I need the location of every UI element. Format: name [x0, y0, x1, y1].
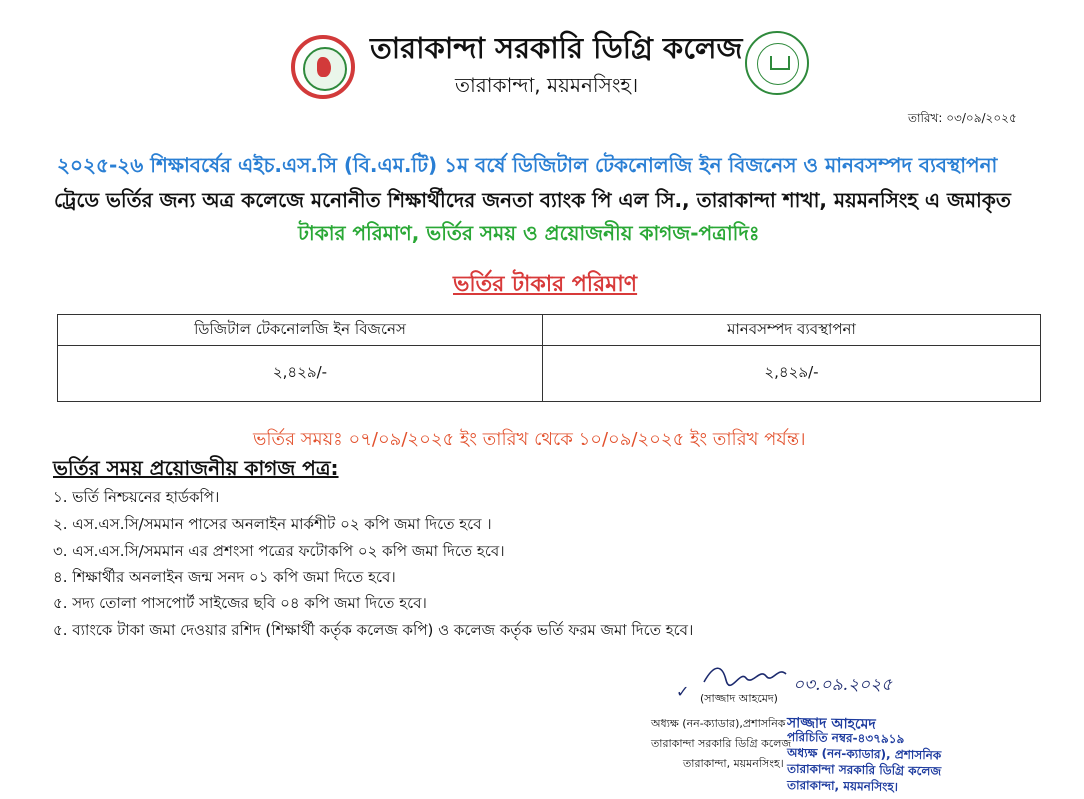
documents-title: ভর্তির সময় প্রয়োজনীয় কাগজ পত্র:	[53, 456, 339, 480]
document-item: ৫. সদ্য তোলা পাসপোর্ট সাইজের ছবি ০৪ কপি জমা দিতে হবে।	[53, 594, 427, 612]
signatory-designation: অধ্যক্ষ (নন-ক্যাডার),প্রশাসনিক	[651, 717, 786, 730]
fee-table	[57, 314, 1041, 402]
fee-value-human-resource: ২,৪২৯/-	[764, 363, 819, 381]
fee-header-human-resource: মানবসম্পদ ব্যবস্থাপনা	[727, 319, 856, 338]
stamp-line: তারাকান্দা সরকারি ডিগ্রি কলেজ	[786, 761, 942, 779]
check-mark-icon: ✓	[676, 682, 690, 701]
signatory-name: (সাজ্জাদ আহমেদ)	[700, 692, 778, 705]
signatory-institution: তারাকান্দা সরকারি ডিগ্রি কলেজ	[651, 737, 792, 750]
fee-value-digital-technology: ২,৪২৯/-	[272, 363, 328, 381]
document-item: ১. ভর্তি নিশ্চয়নের হার্ডকপি।	[53, 488, 220, 506]
college-seal-logo	[745, 31, 809, 95]
college-name: তারাকান্দা সরকারি ডিগ্রি কলেজ	[370, 31, 743, 65]
notice-line-2: ট্রেডে ভর্তির জন্য অত্র কলেজে মনোনীত শিক্ষার্থীদের জনতা ব্যাংক পি এল সি., তারাকান্দা শাখা, ময়মনসিংহ এ জমাকৃত	[54, 188, 1011, 212]
document-item: ৫. ব্যাংকে টাকা জমা দেওয়ার রশিদ (শিক্ষার্থী কর্তৃক কলেজ কপি) ও কলেজ কর্তৃক ভর্তি ফরম জমা দিতে হবে।	[53, 621, 694, 639]
signatory-place: তারাকান্দা, ময়মনসিংহ।	[683, 757, 784, 770]
government-seal-logo	[291, 35, 355, 99]
document-item: ২. এস.এস.সি/সমমান পাসের অনলাইন মার্কশীট ০২ কপি জমা দিতে হবে ।	[53, 515, 492, 533]
stamp-line: তারাকান্দা, ময়মনসিংহ।	[786, 778, 899, 794]
admission-time: ভর্তির সময়ঃ ০৭/০৯/২০২৫ ইং তারিখ থেকে ১০/০৯/২০২৫ ইং তারিখ পর্যন্ত।	[253, 429, 806, 450]
notice-line-3: টাকার পরিমাণ, ভর্তির সময় ও প্রয়োজনীয় কাগজ-পত্রাদিঃ	[298, 221, 760, 245]
college-address: তারাকান্দা, ময়মনসিংহ।	[455, 73, 639, 97]
stamp-line: পরিচিতি নম্বর-৪৩৭৯১৯	[786, 729, 905, 747]
fee-header-digital-technology: ডিজিটাল টেকনোলজি ইন বিজনেস	[194, 319, 406, 338]
signature-date: ০৩.০৯.২০২৫	[793, 675, 893, 695]
notice-date: তারিখ: ০৩/০৯/২০২৫	[908, 111, 1017, 125]
document-item: ৪. শিক্ষার্থীর অনলাইন জন্ম সনদ ০১ কপি জমা দিতে হবে।	[53, 568, 396, 586]
stamp-line: অধ্যক্ষ (নন-ক্যাডার), প্রশাসনিক	[786, 745, 942, 763]
stamp-name: সাজ্জাদ আহমেদ	[786, 715, 876, 733]
notice-line-1: ২০২৫-২৬ শিক্ষাবর্ষের এইচ.এস.সি (বি.এম.টি) ১ম বর্ষে ডিজিটাল টেকনোলজি ইন বিজনেস ও মানবসম্পদ ব্যবস্থাপনা	[57, 153, 998, 177]
handwritten-signature	[700, 660, 790, 690]
fee-section-title: ভর্তির টাকার পরিমাণ	[453, 272, 638, 297]
document-item: ৩. এস.এস.সি/সমমান এর প্রশংসা পত্রের ফটোকপি ০২ কপি জমা দিতে হবে।	[53, 542, 505, 560]
